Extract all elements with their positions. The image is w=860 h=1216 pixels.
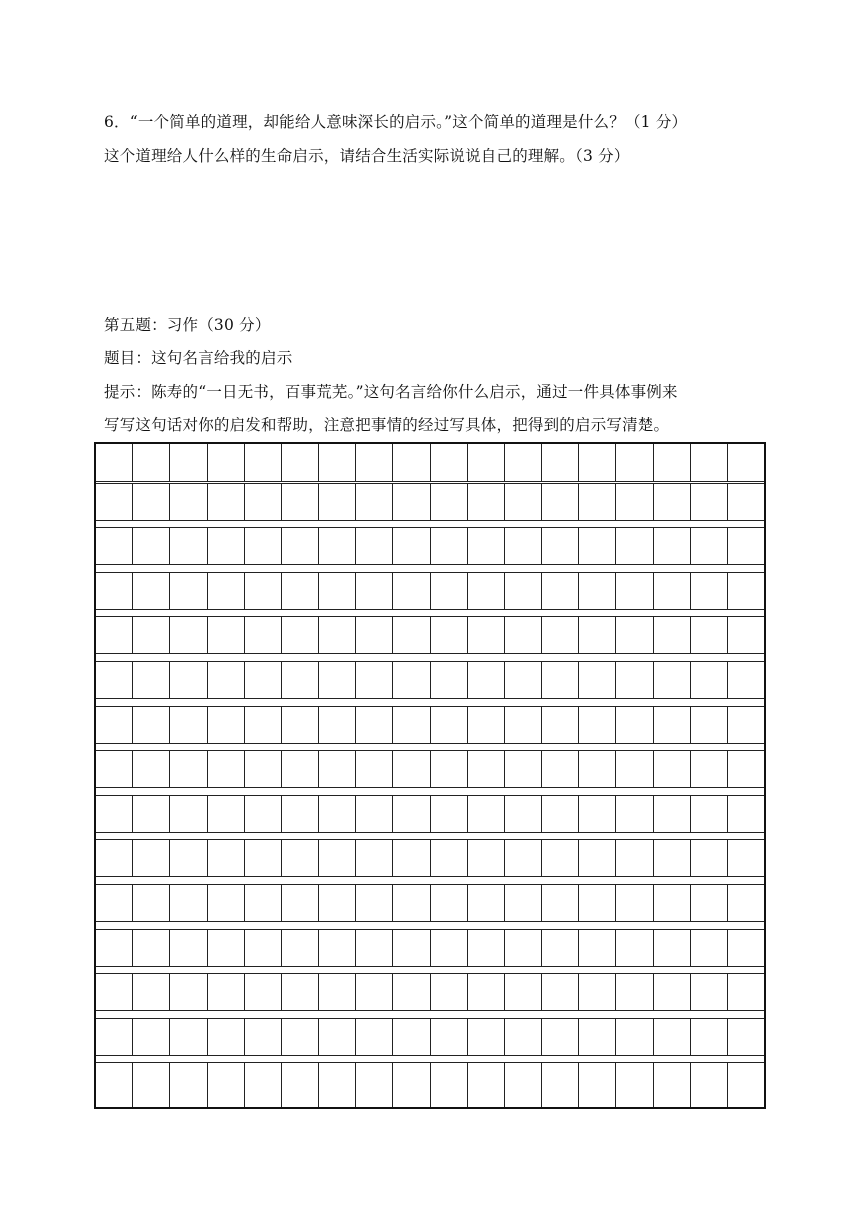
grid-cell[interactable] [468,751,505,787]
grid-cell[interactable] [728,885,764,921]
grid-cell[interactable] [282,573,319,609]
grid-cell[interactable] [133,930,170,966]
grid-cell[interactable] [96,930,133,966]
grid-row [96,661,764,699]
grid-cell[interactable] [616,528,653,564]
grid-cell[interactable] [654,751,691,787]
grid-cell[interactable] [728,974,764,1010]
grid-cell[interactable] [505,484,542,520]
grid-cell[interactable] [282,1019,319,1055]
grid-cell[interactable] [691,930,728,966]
grid-cell[interactable] [616,707,653,743]
grid-cell[interactable] [133,840,170,876]
grid-cell[interactable] [616,974,653,1010]
grid-cell[interactable] [616,484,653,520]
grid-cell[interactable] [542,751,579,787]
grid-cell[interactable] [356,1019,393,1055]
grid-cell[interactable] [468,1019,505,1055]
grid-cell[interactable] [431,528,468,564]
grid-cell[interactable] [654,1063,691,1107]
grid-cell[interactable] [170,796,207,832]
grid-cell[interactable] [245,840,282,876]
grid-cell[interactable] [133,974,170,1010]
grid-cell[interactable] [208,840,245,876]
grid-cell[interactable] [319,707,356,743]
grid-cell[interactable] [579,617,616,653]
grid-row [96,839,764,877]
grid-cell[interactable] [96,751,133,787]
grid-cell[interactable] [728,1063,764,1107]
grid-cell[interactable] [654,528,691,564]
grid-cell[interactable] [96,1019,133,1055]
grid-cell[interactable] [96,974,133,1010]
grid-cell[interactable] [505,573,542,609]
grid-cell[interactable] [393,1019,430,1055]
grid-cell[interactable] [245,444,282,481]
grid-cell[interactable] [133,484,170,520]
grid-cell[interactable] [654,662,691,698]
grid-cell[interactable] [319,840,356,876]
grid-cell[interactable] [468,617,505,653]
grid-cell[interactable] [542,885,579,921]
grid-cell[interactable] [542,662,579,698]
grid-cell[interactable] [505,796,542,832]
grid-cell[interactable] [431,974,468,1010]
grid-cell[interactable] [356,617,393,653]
grid-cell[interactable] [245,662,282,698]
grid-cell[interactable] [96,444,133,481]
grid-cell[interactable] [505,1019,542,1055]
grid-cell[interactable] [654,617,691,653]
grid-cell[interactable] [282,930,319,966]
grid-row [96,795,764,833]
grid-row [96,706,764,744]
grid-cell[interactable] [579,573,616,609]
grid-row [96,616,764,654]
grid-cell[interactable] [505,1063,542,1107]
grid-cell[interactable] [579,707,616,743]
grid-cell[interactable] [282,751,319,787]
grid-cell[interactable] [505,662,542,698]
grid-cell[interactable] [728,444,764,481]
grid-cell[interactable] [691,751,728,787]
grid-cell[interactable] [542,974,579,1010]
grid-cell[interactable] [170,885,207,921]
grid-cell[interactable] [245,528,282,564]
grid-cell[interactable] [393,796,430,832]
grid-cell[interactable] [579,840,616,876]
grid-cell[interactable] [319,751,356,787]
essay-hint-line-1: 提示：陈寿的“一日无书，百事荒芜。”这句名言给你什么启示，通过一件具体事例来 [104,383,678,401]
grid-cell[interactable] [616,840,653,876]
writing-grid[interactable] [94,442,766,1109]
grid-cell[interactable] [505,974,542,1010]
grid-cell[interactable] [319,796,356,832]
grid-cell[interactable] [170,662,207,698]
grid-row [96,973,764,1011]
grid-cell[interactable] [542,840,579,876]
grid-cell[interactable] [319,662,356,698]
grid-cell[interactable] [579,796,616,832]
section-5-heading: 第五题：习作（30 分） [104,316,271,334]
grid-cell[interactable] [468,974,505,1010]
grid-cell[interactable] [431,573,468,609]
grid-cell[interactable] [245,1063,282,1107]
grid-cell[interactable] [616,662,653,698]
grid-cell[interactable] [133,885,170,921]
grid-cell[interactable] [356,751,393,787]
grid-cell[interactable] [468,796,505,832]
grid-cell[interactable] [170,528,207,564]
grid-cell[interactable] [691,662,728,698]
grid-cell[interactable] [170,974,207,1010]
grid-cell[interactable] [170,617,207,653]
grid-row [96,572,764,610]
grid-cell[interactable] [542,1063,579,1107]
grid-cell[interactable] [96,840,133,876]
grid-cell[interactable] [356,528,393,564]
grid-cell[interactable] [208,662,245,698]
grid-cell[interactable] [728,707,764,743]
grid-cell[interactable] [170,1063,207,1107]
grid-cell[interactable] [133,444,170,481]
grid-cell[interactable] [616,444,653,481]
grid-cell[interactable] [542,573,579,609]
grid-cell[interactable] [728,751,764,787]
grid-cell[interactable] [245,617,282,653]
grid-cell[interactable] [654,573,691,609]
grid-cell[interactable] [579,974,616,1010]
grid-row [96,483,764,521]
grid-row [96,750,764,788]
grid-cell[interactable] [282,885,319,921]
grid-cell[interactable] [691,885,728,921]
grid-cell[interactable] [468,930,505,966]
grid-cell[interactable] [691,707,728,743]
grid-cell[interactable] [542,707,579,743]
grid-row [96,527,764,565]
grid-cell[interactable] [356,484,393,520]
grid-cell[interactable] [208,573,245,609]
grid-cell[interactable] [691,573,728,609]
grid-cell[interactable] [170,573,207,609]
grid-cell[interactable] [319,528,356,564]
grid-cell[interactable] [654,1019,691,1055]
grid-cell[interactable] [579,930,616,966]
grid-cell[interactable] [431,662,468,698]
question-6-line-2: 这个道理给人什么样的生命启示，请结合生活实际说说自己的理解。（3 分） [104,147,630,165]
grid-cell[interactable] [654,484,691,520]
grid-cell[interactable] [468,573,505,609]
grid-cell[interactable] [96,528,133,564]
grid-cell[interactable] [319,974,356,1010]
grid-cell[interactable] [282,528,319,564]
grid-cell[interactable] [579,1063,616,1107]
grid-cell[interactable] [208,707,245,743]
grid-row [96,1018,764,1056]
grid-cell[interactable] [505,751,542,787]
grid-cell[interactable] [282,444,319,481]
grid-cell[interactable] [356,444,393,481]
grid-cell[interactable] [431,885,468,921]
grid-cell[interactable] [468,528,505,564]
grid-cell[interactable] [616,1019,653,1055]
grid-cell[interactable] [208,1063,245,1107]
grid-cell[interactable] [356,1063,393,1107]
grid-cell[interactable] [245,484,282,520]
grid-cell[interactable] [96,484,133,520]
grid-cell[interactable] [579,444,616,481]
grid-cell[interactable] [208,796,245,832]
grid-cell[interactable] [616,617,653,653]
grid-cell[interactable] [133,528,170,564]
grid-cell[interactable] [282,1063,319,1107]
grid-cell[interactable] [654,974,691,1010]
grid-cell[interactable] [505,707,542,743]
grid-cell[interactable] [356,573,393,609]
grid-cell[interactable] [728,796,764,832]
grid-cell[interactable] [245,573,282,609]
grid-cell[interactable] [319,930,356,966]
grid-cell[interactable] [691,444,728,481]
grid-cell[interactable] [133,796,170,832]
grid-cell[interactable] [356,974,393,1010]
grid-cell[interactable] [691,796,728,832]
grid-cell[interactable] [468,484,505,520]
grid-cell[interactable] [356,662,393,698]
grid-cell[interactable] [393,885,430,921]
grid-cell[interactable] [728,840,764,876]
grid-cell[interactable] [542,796,579,832]
grid-cell[interactable] [393,1063,430,1107]
grid-cell[interactable] [654,840,691,876]
grid-cell[interactable] [319,617,356,653]
grid-cell[interactable] [245,974,282,1010]
grid-cell[interactable] [431,444,468,481]
grid-cell[interactable] [431,1063,468,1107]
grid-cell[interactable] [579,751,616,787]
grid-cell[interactable] [728,930,764,966]
grid-cell[interactable] [393,617,430,653]
grid-cell[interactable] [319,1063,356,1107]
grid-cell[interactable] [208,751,245,787]
grid-cell[interactable] [208,885,245,921]
essay-hint-line-2: 写写这句话对你的启发和帮助，注意把事情的经过写具体，把得到的启示写清楚。 [104,416,670,434]
grid-cell[interactable] [282,707,319,743]
grid-cell[interactable] [579,1019,616,1055]
grid-cell[interactable] [431,751,468,787]
grid-cell[interactable] [208,484,245,520]
grid-cell[interactable] [616,1063,653,1107]
grid-cell[interactable] [468,662,505,698]
grid-cell[interactable] [356,840,393,876]
grid-cell[interactable] [393,528,430,564]
grid-cell[interactable] [208,974,245,1010]
grid-cell[interactable] [170,930,207,966]
grid-cell[interactable] [431,617,468,653]
grid-cell[interactable] [393,751,430,787]
grid-cell[interactable] [505,930,542,966]
grid-cell[interactable] [282,796,319,832]
grid-cell[interactable] [468,444,505,481]
grid-cell[interactable] [133,662,170,698]
grid-cell[interactable] [245,707,282,743]
grid-cell[interactable] [691,484,728,520]
grid-cell[interactable] [393,840,430,876]
grid-cell[interactable] [505,617,542,653]
grid-cell[interactable] [542,444,579,481]
grid-cell[interactable] [654,796,691,832]
grid-row [96,929,764,967]
grid-cell[interactable] [319,885,356,921]
grid-cell[interactable] [468,707,505,743]
grid-cell[interactable] [245,796,282,832]
grid-cell[interactable] [468,840,505,876]
grid-cell[interactable] [579,662,616,698]
grid-cell[interactable] [208,444,245,481]
grid-cell[interactable] [654,930,691,966]
grid-cell[interactable] [728,662,764,698]
grid-cell[interactable] [282,617,319,653]
grid-cell[interactable] [170,707,207,743]
grid-cell[interactable] [728,573,764,609]
grid-cell[interactable] [431,484,468,520]
grid-cell[interactable] [728,528,764,564]
grid-cell[interactable] [616,885,653,921]
grid-cell[interactable] [691,528,728,564]
grid-cell[interactable] [691,617,728,653]
grid-cell[interactable] [356,707,393,743]
grid-cell[interactable] [616,751,653,787]
grid-cell[interactable] [728,1019,764,1055]
grid-cell[interactable] [282,662,319,698]
grid-cell[interactable] [133,1063,170,1107]
grid-cell[interactable] [208,930,245,966]
grid-cell[interactable] [133,573,170,609]
grid-cell[interactable] [245,930,282,966]
grid-cell[interactable] [170,751,207,787]
grid-cell[interactable] [170,840,207,876]
grid-cell[interactable] [356,930,393,966]
grid-cell[interactable] [319,1019,356,1055]
grid-cell[interactable] [319,484,356,520]
grid-cell[interactable] [319,444,356,481]
grid-cell[interactable] [654,707,691,743]
grid-cell[interactable] [282,840,319,876]
grid-row [96,1062,764,1107]
grid-row [96,884,764,922]
grid-cell[interactable] [431,840,468,876]
grid-cell[interactable] [96,617,133,653]
grid-cell[interactable] [505,528,542,564]
grid-cell[interactable] [356,885,393,921]
grid-cell[interactable] [393,930,430,966]
grid-cell[interactable] [208,617,245,653]
grid-cell[interactable] [96,573,133,609]
grid-cell[interactable] [505,840,542,876]
grid-cell[interactable] [691,840,728,876]
grid-cell[interactable] [393,974,430,1010]
grid-cell[interactable] [96,796,133,832]
grid-cell[interactable] [691,1063,728,1107]
grid-cell[interactable] [96,707,133,743]
grid-cell[interactable] [542,930,579,966]
grid-cell[interactable] [133,617,170,653]
grid-cell[interactable] [282,484,319,520]
grid-cell[interactable] [170,444,207,481]
grid-cell[interactable] [245,1019,282,1055]
grid-cell[interactable] [542,617,579,653]
grid-cell[interactable] [542,484,579,520]
grid-cell[interactable] [542,1019,579,1055]
grid-cell[interactable] [393,707,430,743]
grid-cell[interactable] [133,751,170,787]
grid-cell[interactable] [170,1019,207,1055]
grid-cell[interactable] [616,573,653,609]
grid-cell[interactable] [133,707,170,743]
grid-cell[interactable] [245,751,282,787]
grid-cell[interactable] [170,484,207,520]
grid-cell[interactable] [96,1063,133,1107]
grid-cell[interactable] [133,1019,170,1055]
grid-cell[interactable] [691,1019,728,1055]
grid-cell[interactable] [96,662,133,698]
grid-cell[interactable] [542,528,579,564]
grid-cell[interactable] [579,484,616,520]
grid-cell[interactable] [393,444,430,481]
grid-cell[interactable] [616,930,653,966]
grid-cell[interactable] [505,885,542,921]
essay-topic: 题目：这句名言给我的启示 [104,349,293,367]
grid-cell[interactable] [691,974,728,1010]
grid-cell[interactable] [431,930,468,966]
grid-cell[interactable] [728,484,764,520]
grid-cell[interactable] [393,573,430,609]
grid-cell[interactable] [96,885,133,921]
grid-cell[interactable] [654,444,691,481]
grid-cell[interactable] [393,484,430,520]
grid-cell[interactable] [468,885,505,921]
grid-cell[interactable] [654,885,691,921]
grid-cell[interactable] [431,707,468,743]
grid-cell[interactable] [431,1019,468,1055]
grid-cell[interactable] [616,796,653,832]
grid-cell[interactable] [579,885,616,921]
grid-cell[interactable] [393,662,430,698]
question-6-line-1: 6．“一个简单的道理，却能给人意味深长的启示。”这个简单的道理是什么？（1 分） [104,113,688,131]
grid-cell[interactable] [208,1019,245,1055]
grid-cell[interactable] [728,617,764,653]
grid-cell[interactable] [468,1063,505,1107]
grid-cell[interactable] [245,885,282,921]
grid-cell[interactable] [319,573,356,609]
grid-cell[interactable] [282,974,319,1010]
grid-row [96,444,764,482]
grid-cell[interactable] [431,796,468,832]
grid-cell[interactable] [579,528,616,564]
grid-cell[interactable] [208,528,245,564]
grid-cell[interactable] [505,444,542,481]
grid-cell[interactable] [356,796,393,832]
